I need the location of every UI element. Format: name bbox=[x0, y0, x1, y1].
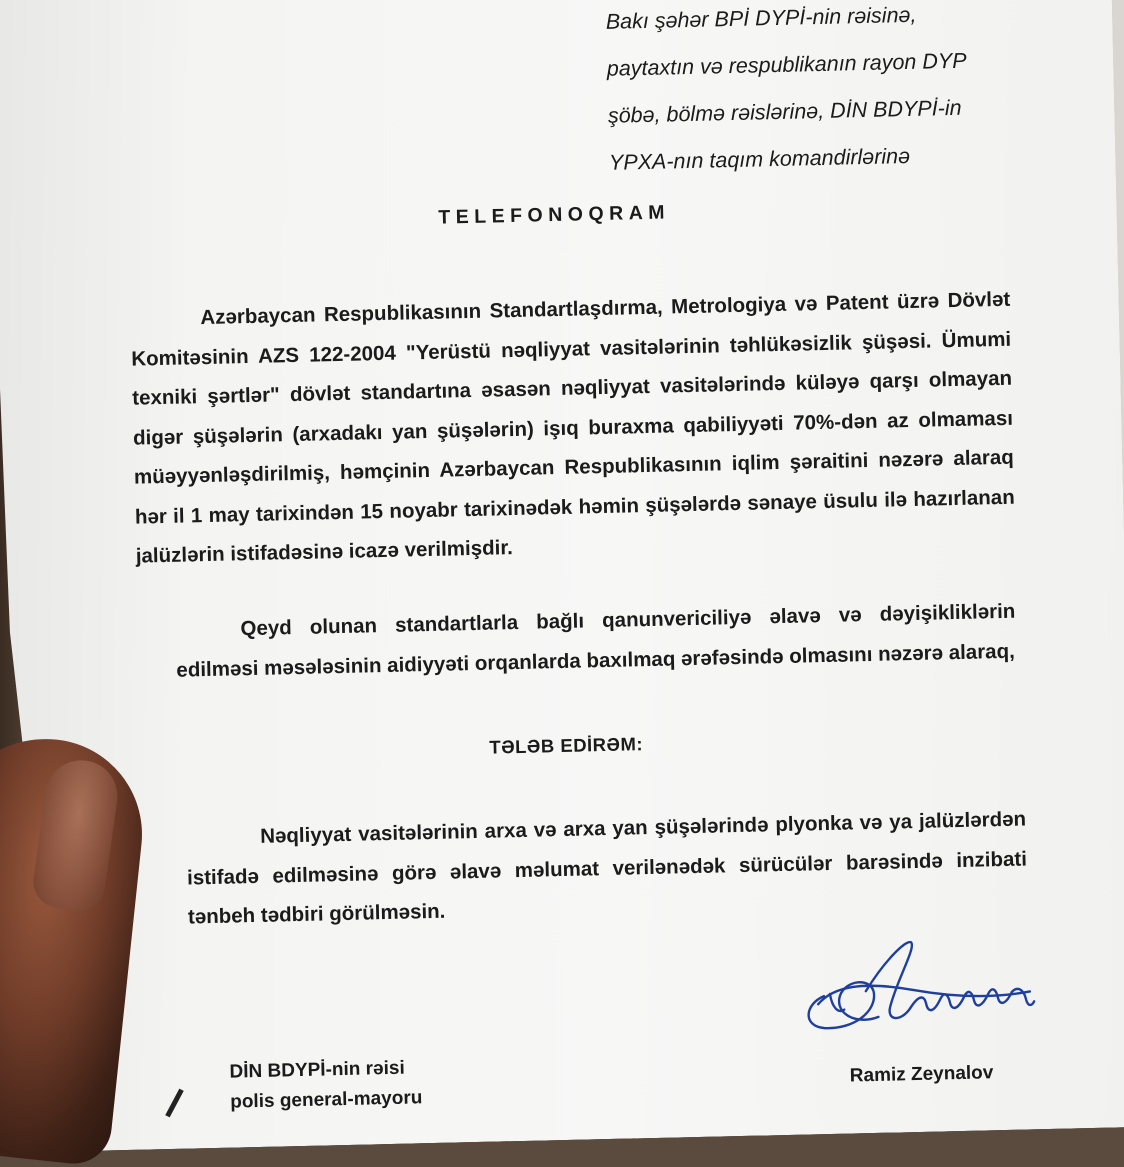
paragraph-order: Nəqliyyat vasitələrinin arxa və arxa yan şüşələrində plyonka və ya jalüzlərdən istifadə edilməsinə görə əlavə məlumat verilənədək sürücülər barəsində inzibati tənbeh tədbiri görülməsin. bbox=[186, 807, 1028, 929]
signatory-rank-line: polis general-mayoru bbox=[229, 1087, 423, 1113]
addressee-line: şöbə, bölmə rəislərinə, DİN BDYPİ-in bbox=[607, 95, 962, 128]
addressee-line: Bakı şəhər BPİ DYPİ-nin rəisinə, bbox=[605, 2, 917, 34]
paragraph-standard: Azərbaycan Respublikasının Standartlaşdırma, Metrologiya və Patent üzrə Dövlət Komitəsinin AZS 122-2004 "Yerüstü nəqliyyat vasitələrinin təhlükəsizlik şüşəsi. Ümumi texniki şərtlər" dövlət standartına əsasən nəqliyyat vasitələrində küləyə qarşı olmayan digər şüşələrin (arxadakı yan şüşələrin) işıq buraxma qabiliyyəti 70%-dən az olmaması müəyyənləşdirilmiş, həmçinin Azərbaycan Respublikasının iqlim şəraitini nəzərə alaraq hər il 1 may tarixindən 15 noyabr tarixinədək həmin şüşələrdə sənaye üsulu ilə hazırlanan jalüzlərin istifadəsinə icazə verilmişdir. bbox=[131, 287, 1015, 568]
signatory-name: Ramiz Zeynalov bbox=[849, 1062, 994, 1087]
paragraph-legislation: Qeyd olunan standartlarla bağlı qanunvericiliyə əlavə və dəyişikliklərin edilməsi məsələsinin aidiyyəti orqanlarda baxılmaq ərəfəsində olmasını nəzərə alaraq, bbox=[176, 599, 1016, 682]
addressee-block bbox=[605, 0, 1069, 187]
addressee-line: paytaxtın və respublikanın rayon DYP bbox=[606, 48, 967, 81]
signatory-position bbox=[229, 1053, 422, 1117]
signatory-position-line: DİN BDYPİ-nin rəisi bbox=[229, 1057, 405, 1083]
handwritten-signature bbox=[793, 929, 1045, 1045]
addressee-line: YPXA-nın taqım komandirlərinə bbox=[608, 143, 911, 175]
document-title: TELEFONOQRAM bbox=[438, 201, 671, 229]
demand-heading: TƏLƏB EDİRƏM: bbox=[489, 733, 644, 758]
